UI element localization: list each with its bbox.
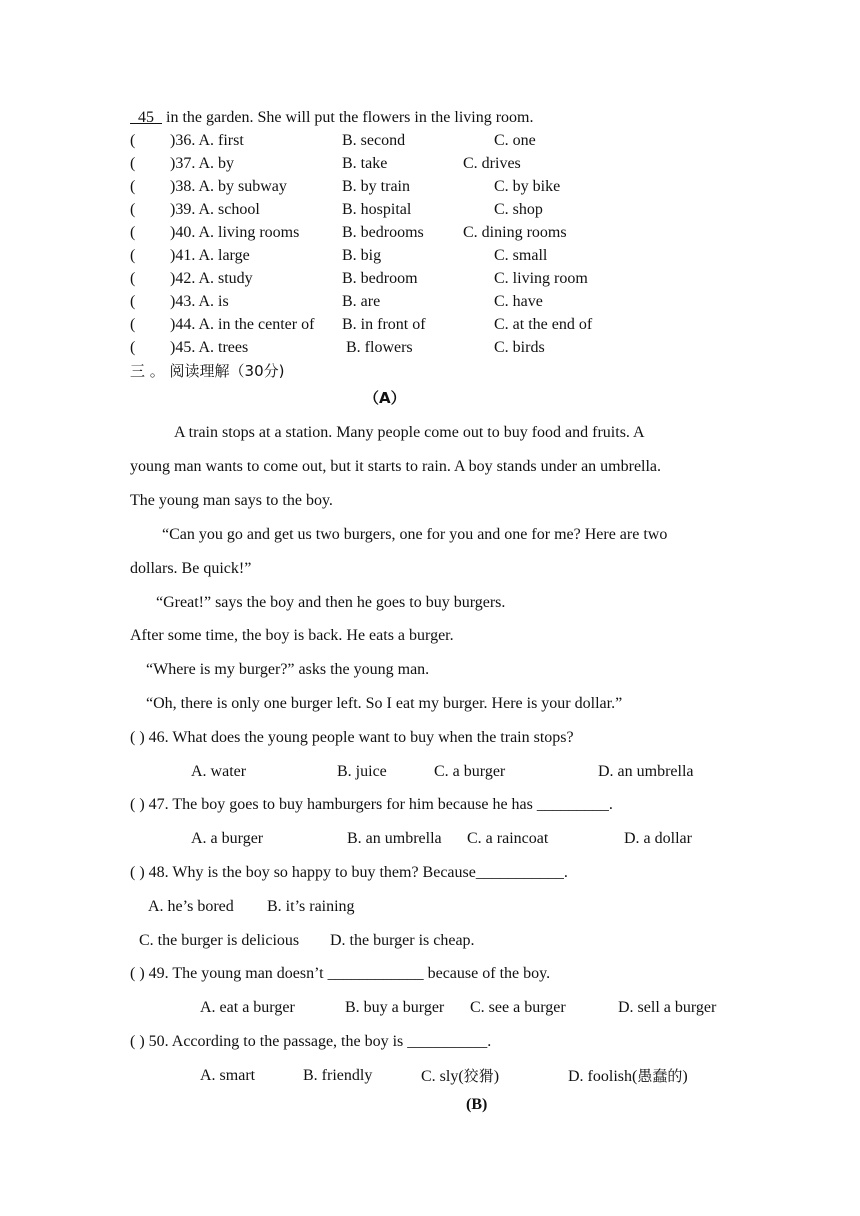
- option-a: )36. A. first: [170, 132, 244, 149]
- question-stem: ( ) 48. Why is the boy so happy to buy them? Because___________.: [130, 864, 568, 881]
- blank-45: 45: [138, 109, 154, 126]
- option-d: D. an umbrella: [598, 763, 694, 780]
- answer-bracket: (: [130, 293, 136, 310]
- option-c: C. living room: [494, 270, 588, 287]
- option-c: C. drives: [463, 155, 521, 172]
- option-a: )37. A. by: [170, 155, 234, 172]
- option-a: )43. A. is: [170, 293, 229, 310]
- option-b: B. bedrooms: [342, 224, 424, 241]
- passage-line: young man wants to come out, but it starts to rain. A boy stands under an umbrella.: [130, 458, 662, 475]
- option-c: C. shop: [494, 201, 543, 218]
- option-c: C. one: [494, 132, 536, 149]
- option-a: )41. A. large: [170, 247, 250, 264]
- answer-bracket: (: [130, 247, 136, 264]
- option-c: C. a raincoat: [467, 830, 549, 847]
- passage-line: “Can you go and get us two burgers, one for you and one for me? Here are two: [162, 526, 668, 543]
- option-a: A. smart: [200, 1067, 256, 1084]
- answer-bracket: (: [130, 155, 136, 172]
- question-stem: ( ) 46. What does the young people want to buy when the train stops?: [130, 729, 574, 746]
- option-b: B. buy a burger: [345, 999, 445, 1016]
- option-a: )40. A. living rooms: [170, 224, 300, 241]
- passage-line: The young man says to the boy.: [130, 492, 333, 509]
- option-a: A. a burger: [191, 830, 264, 847]
- cloze-tail-text: in the garden. She will put the flowers in the living room.: [162, 109, 534, 126]
- option-b: B. juice: [337, 763, 387, 780]
- answer-bracket: (: [130, 224, 136, 241]
- answer-bracket: (: [130, 132, 136, 149]
- option-a: )39. A. school: [170, 201, 260, 218]
- option-b: B. by train: [342, 178, 410, 195]
- option-b: B. big: [342, 247, 382, 264]
- option-a: A. he’s bored: [148, 898, 234, 915]
- passage-line: After some time, the boy is back. He eats a burger.: [130, 627, 454, 644]
- option-b: B. bedroom: [342, 270, 418, 287]
- option-a: )38. A. by subway: [170, 178, 287, 195]
- passage-line: “Great!” says the boy and then he goes to buy burgers.: [156, 594, 506, 611]
- cloze-passage-tail: [130, 108, 534, 128]
- answer-bracket: (: [130, 178, 136, 195]
- option-b: B. flowers: [346, 339, 413, 356]
- option-c: C. have: [494, 293, 543, 310]
- answer-bracket: (: [130, 201, 136, 218]
- option-b: B. second: [342, 132, 406, 149]
- option-b: B. in front of: [342, 316, 426, 333]
- option-a: )45. A. trees: [170, 339, 249, 356]
- question-stem: ( ) 47. The boy goes to buy hamburgers for him because he has _________.: [130, 796, 613, 813]
- option-c: C. see a burger: [470, 999, 566, 1016]
- passage-line: A train stops at a station. Many people come out to buy food and fruits. A: [174, 424, 645, 441]
- option-b: B. take: [342, 155, 388, 172]
- option-b: B. it’s raining: [267, 898, 355, 915]
- option-c: C. by bike: [494, 178, 561, 195]
- option-c: C. the burger is delicious: [139, 932, 300, 949]
- part-a-heading: （A）: [364, 389, 406, 407]
- option-a: A. water: [191, 763, 247, 780]
- passage-line: dollars. Be quick!”: [130, 560, 252, 577]
- passage-line: “Where is my burger?” asks the young man.: [146, 661, 430, 678]
- option-b: B. friendly: [303, 1067, 373, 1084]
- section-heading-reading: 三 。 阅读理解（30分): [130, 362, 285, 380]
- question-stem: ( ) 49. The young man doesn’t ____________ because of the boy.: [130, 965, 551, 982]
- cloze-item-36: [130, 131, 135, 151]
- option-c: C. at the end of: [494, 316, 593, 333]
- answer-bracket: (: [130, 339, 136, 356]
- answer-bracket: (: [130, 270, 136, 287]
- option-b: B. hospital: [342, 201, 412, 218]
- option-c: C. dining rooms: [463, 224, 567, 241]
- option-d: D. sell a burger: [618, 999, 717, 1016]
- option-c: C. birds: [494, 339, 545, 356]
- option-c: C. a burger: [434, 763, 506, 780]
- option-c: C. small: [494, 247, 548, 264]
- option-a: A. eat a burger: [200, 999, 295, 1016]
- option-d: D. the burger is cheap.: [330, 932, 475, 949]
- option-c: C. sly(狡猾): [421, 1067, 500, 1085]
- option-b: B. are: [342, 293, 381, 310]
- part-b-heading: (B): [466, 1096, 488, 1113]
- option-b: B. an umbrella: [347, 830, 442, 847]
- passage-line: “Oh, there is only one burger left. So I eat my burger. Here is your dollar.”: [146, 695, 623, 712]
- option-a: )44. A. in the center of: [170, 316, 315, 333]
- option-a: )42. A. study: [170, 270, 253, 287]
- option-d: D. foolish(愚蠢的): [568, 1067, 688, 1085]
- answer-bracket: (: [130, 316, 136, 333]
- option-d: D. a dollar: [624, 830, 692, 847]
- question-stem: ( ) 50. According to the passage, the boy is __________.: [130, 1033, 492, 1050]
